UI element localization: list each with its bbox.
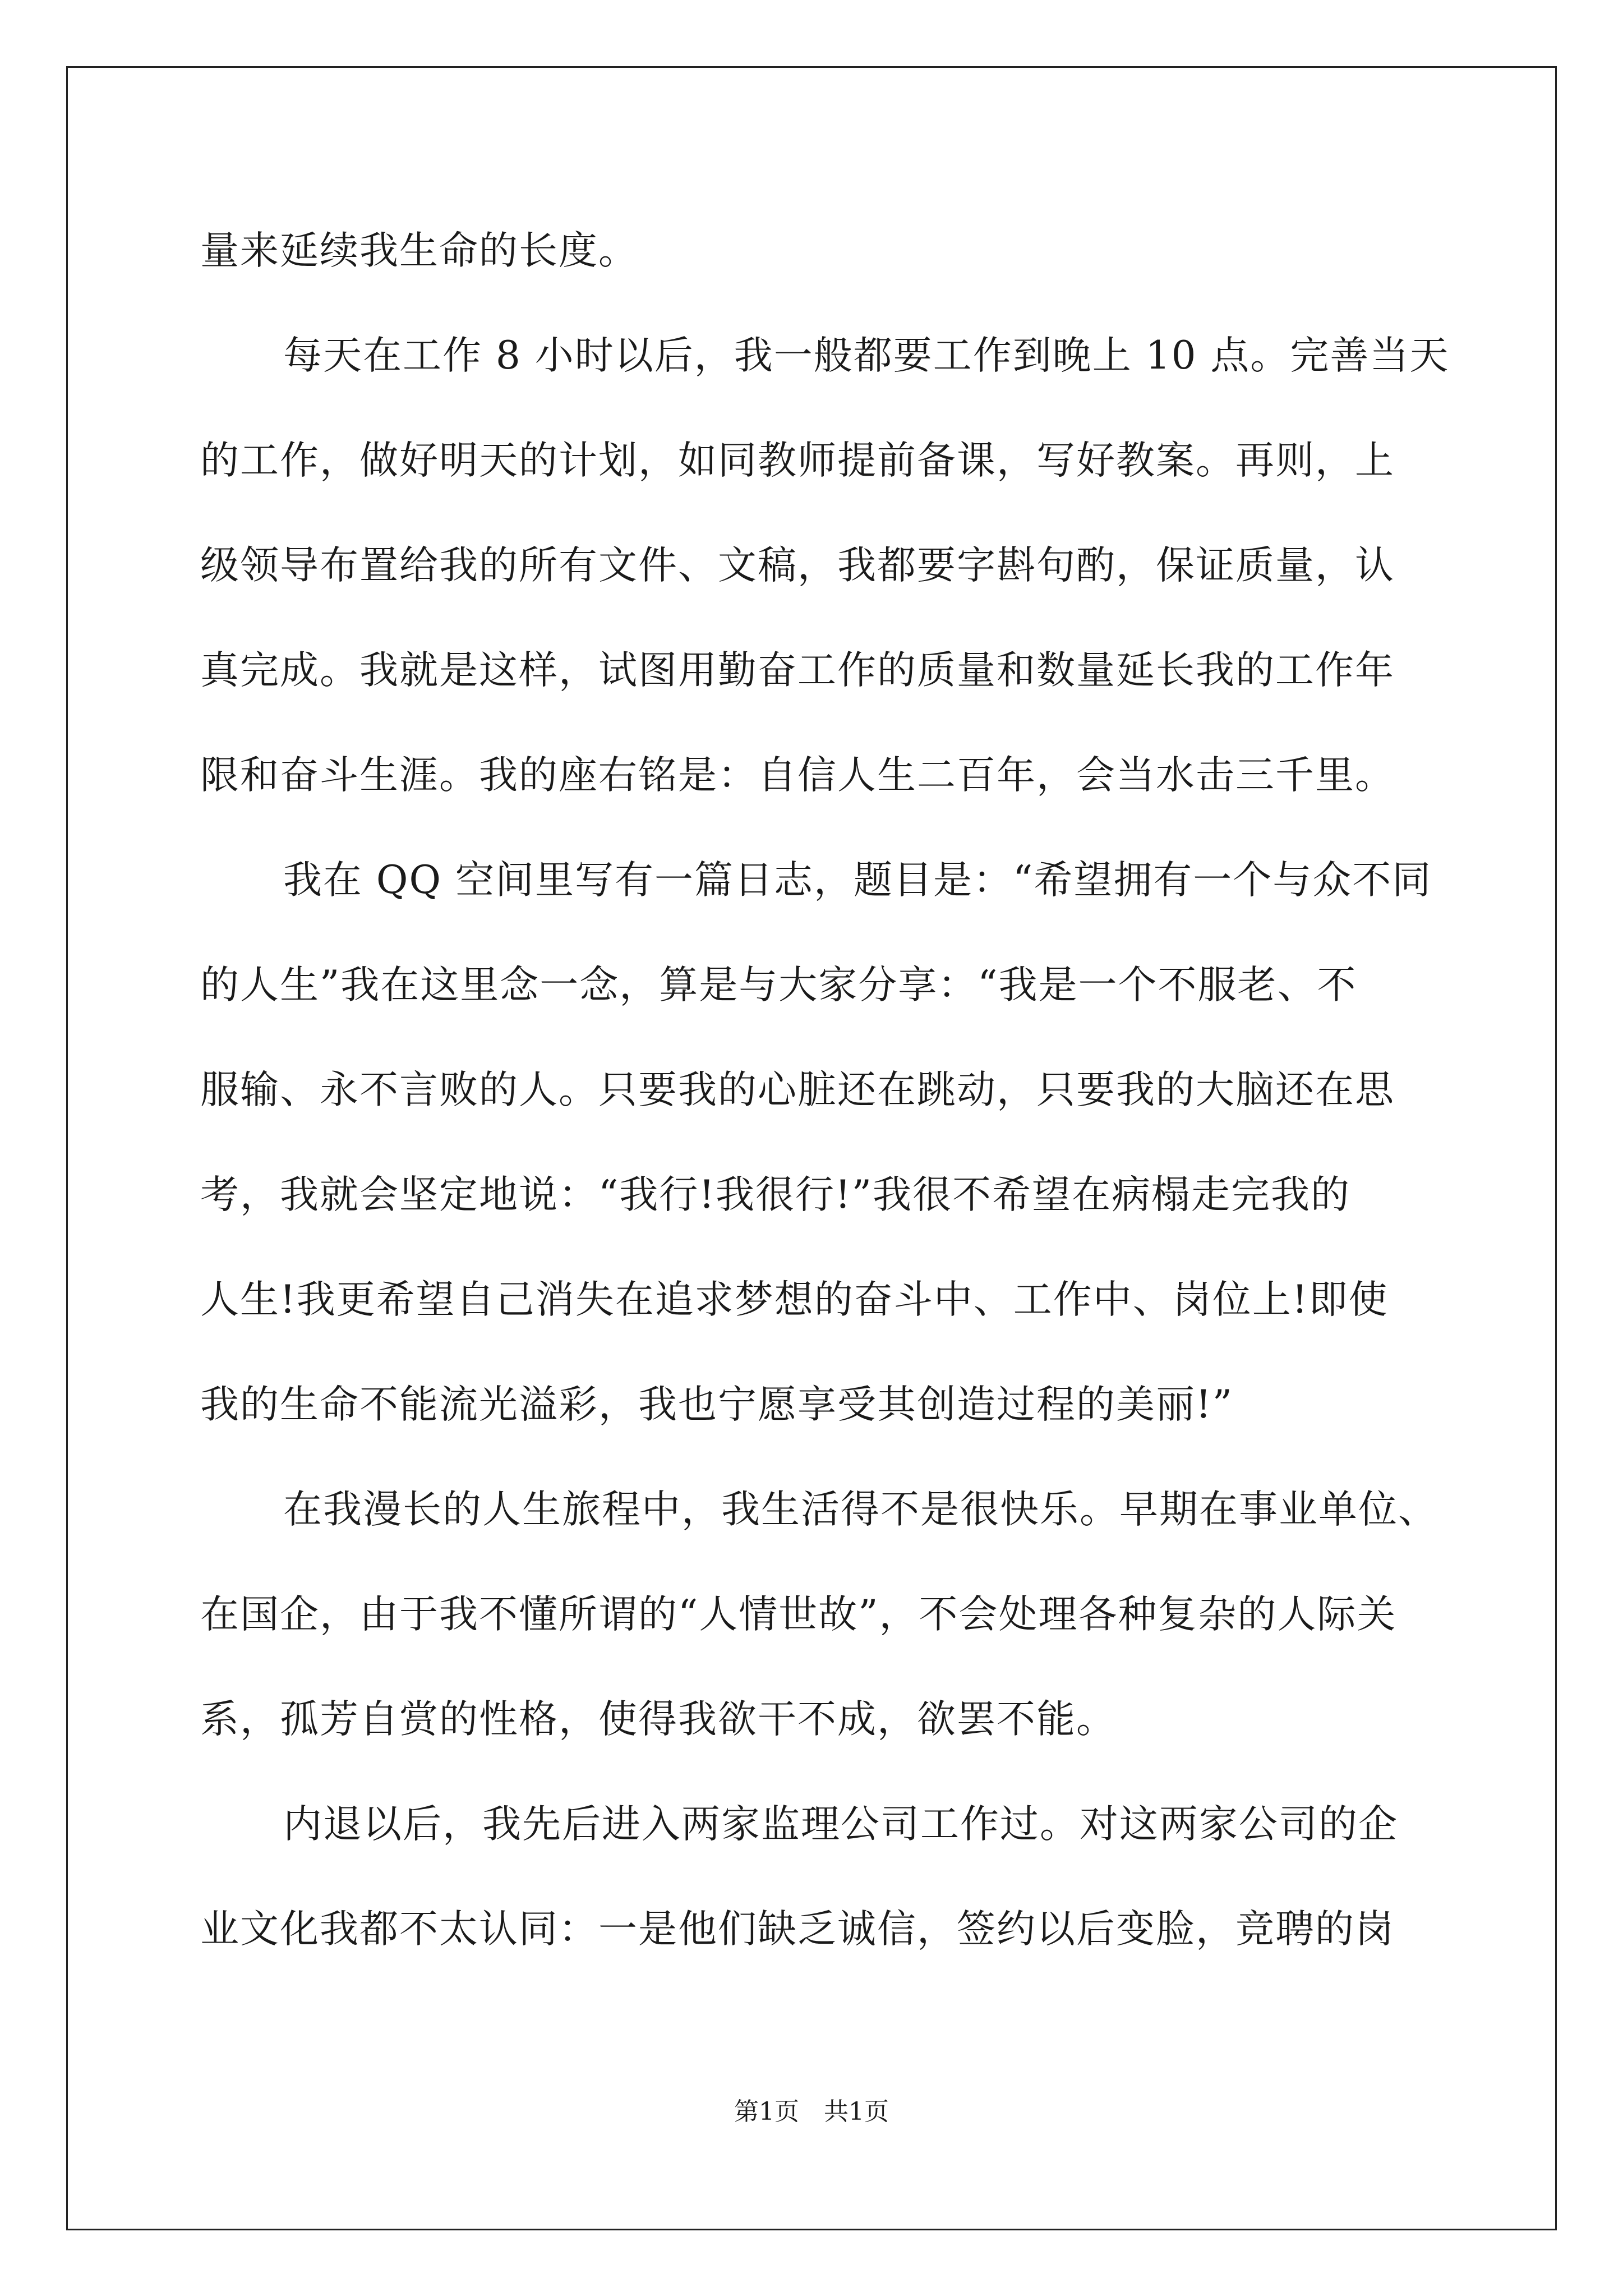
paragraph-start-line: 我在 QQ 空间里写有一篇日志，题目是：“希望拥有一个与众不同 bbox=[283, 858, 1432, 903]
page-footer bbox=[0, 2091, 1623, 2127]
text-line: 的工作，做好明天的计划，如同教师提前备课，写好教案。再则，上 bbox=[200, 438, 1395, 483]
text-line: 在国企，由于我不懂所谓的“人情世故”，不会处理各种复杂的人际关 bbox=[200, 1592, 1397, 1637]
text-line: 服输、永不言败的人。只要我的心脏还在跳动，只要我的大脑还在思 bbox=[200, 1068, 1395, 1112]
text-line: 系，孤芳自赏的性格，使得我欲干不成，欲罢不能。 bbox=[200, 1697, 1116, 1742]
text-line: 考，我就会坚定地说：“我行!我很行!”我很不希望在病榻走完我的 bbox=[200, 1172, 1351, 1217]
paragraph-start-line: 内退以后，我先后进入两家监理公司工作过。对这两家公司的企 bbox=[283, 1802, 1398, 1847]
paragraph-start-line: 在我漫长的人生旅程中，我生活得不是很快乐。早期在事业单位、 bbox=[283, 1487, 1438, 1532]
text-line: 真完成。我就是这样，试图用勤奋工作的质量和数量延长我的工作年 bbox=[200, 648, 1395, 693]
text-line: 级领导布置给我的所有文件、文稿，我都要字斟句酌，保证质量，认 bbox=[200, 543, 1395, 588]
text-line: 我的生命不能流光溢彩，我也宁愿享受其创造过程的美丽!” bbox=[200, 1382, 1234, 1427]
document-body bbox=[200, 199, 1450, 1982]
text-line: 的人生”我在这里念一念，算是与大家分享：“我是一个不服老、不 bbox=[200, 963, 1357, 1007]
paragraph-start-line: 每天在工作 8 小时以后，我一般都要工作到晚上 10 点。完善当天 bbox=[283, 333, 1450, 378]
text-line: 量来延续我生命的长度。 bbox=[200, 228, 638, 273]
text-line: 业文化我都不太认同：一是他们缺乏诚信，签约以后变脸，竞聘的岗 bbox=[200, 1907, 1395, 1952]
text-line: 限和奋斗生涯。我的座右铭是：自信人生二百年，会当水击三千里。 bbox=[200, 753, 1395, 798]
total-pages: 共1页 bbox=[824, 2097, 889, 2126]
text-line: 人生!我更希望自己消失在追求梦想的奋斗中、工作中、岗位上!即使 bbox=[200, 1277, 1389, 1322]
page-number: 第1页 bbox=[734, 2097, 799, 2126]
